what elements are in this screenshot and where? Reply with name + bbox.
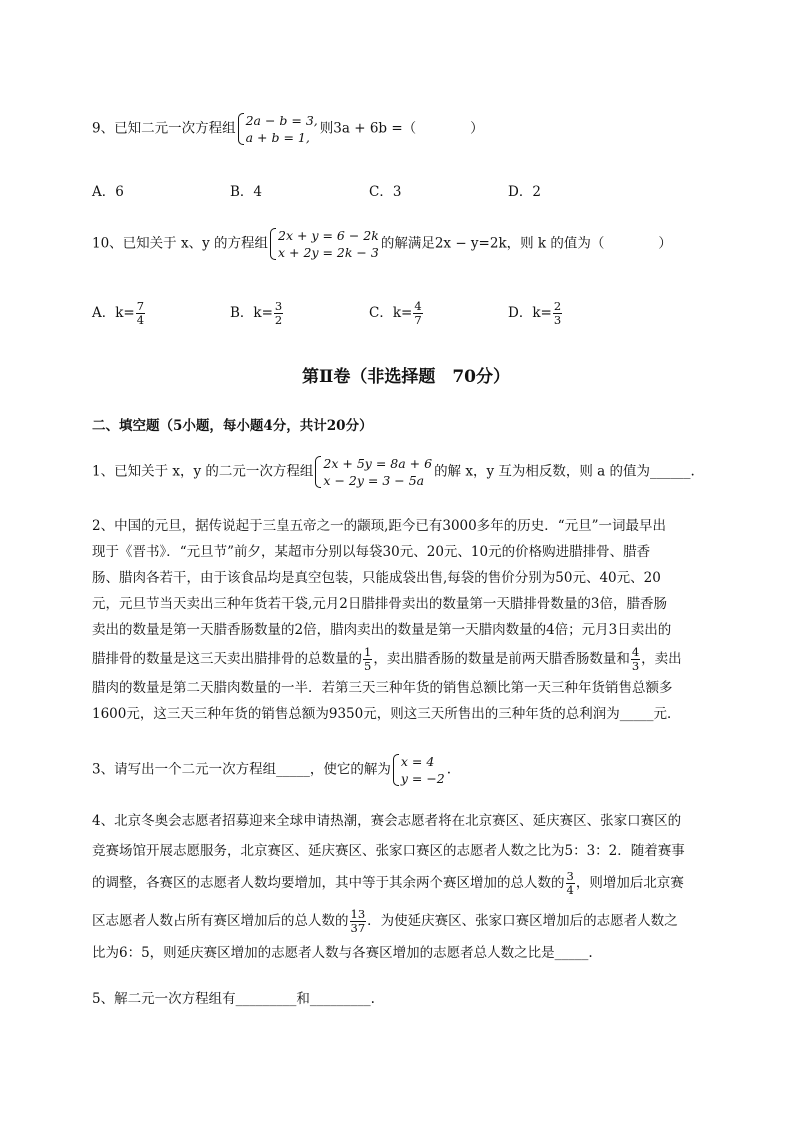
fraction-numerator: 7 <box>136 299 145 313</box>
question-9 <box>92 112 484 146</box>
q10-option-c[interactable] <box>369 300 424 327</box>
f2-line-6-part-a: 腊排骨的数量是这三天卖出腊排骨的总数量的 <box>92 651 362 667</box>
fill-question-3 <box>92 753 451 787</box>
q9-eq2: a + b = 1, <box>245 130 310 145</box>
q10-option-d-fraction <box>553 300 562 327</box>
fraction-numerator: 4 <box>414 299 422 313</box>
f2-line-7: 腊肉的数量是第二天腊肉数量的一半．若第三天三种年货的销售总额比第一天三种年货销售总额多 <box>92 680 673 696</box>
fraction-denominator: 2 <box>274 313 283 327</box>
f1-eq1: 2x + 5y = 8a + 6 <box>323 456 433 471</box>
q9-system <box>238 112 318 146</box>
fraction-denominator: 3 <box>553 313 562 327</box>
q10-eq2: x + 2y = 2k − 3 <box>278 245 379 260</box>
q10-option-b[interactable] <box>230 300 284 327</box>
f2-line-4: 元，元旦节当天卖出三种年货若干袋,元月2日腊排骨卖出的数量第一天腊排骨数量的3倍，腊香肠 <box>92 596 667 612</box>
q10-option-b-fraction <box>274 300 283 327</box>
f2-line-2: 现于《晋书》．“元旦节”前夕，某超市分别以每袋30元、20元、10元的价格购进腊排骨、腊香 <box>92 544 651 560</box>
fraction-denominator: 7 <box>414 313 422 327</box>
q10-prefix: 10、已知关于 x、y 的方程组 <box>92 235 269 252</box>
f4-line-3-part-b: ，则增加后北京赛 <box>575 875 684 891</box>
f2-line-8: 1600元，这三天三种年货的销售总额为9350元，则这三天所售出的三种年货的总利润为_____元． <box>92 706 681 722</box>
f2-line-6 <box>92 643 682 675</box>
f3-suffix: . <box>446 761 452 778</box>
q9-suffix: 则3a + 6b =（ ） <box>319 120 484 137</box>
q10-option-b-label: B．k= <box>230 305 273 321</box>
q10-option-c-label: C．k= <box>369 305 413 321</box>
f4-line-4-part-b: ．为使延庆赛区、张家口赛区增加后的志愿者人数之 <box>367 913 678 929</box>
fill-question-4 <box>92 808 685 966</box>
fill-question-5: 5、解二元一次方程组有_________和_________. <box>92 991 375 1007</box>
f2-fraction-1 <box>363 646 372 673</box>
f4-fraction-2 <box>350 908 367 935</box>
f4-line-4-part-a: 区志愿者人数占所有赛区增加后的总人数的 <box>92 913 349 929</box>
fraction-denominator: 4 <box>136 313 145 327</box>
f1-system <box>315 455 432 489</box>
part-title: 第Ⅱ卷（非选择题 70分） <box>302 367 510 387</box>
f2-line-1: 2、中国的元旦，据传说起于三皇五帝之一的颛顼,距今已有3000多年的历史．“元旦”一词最早出 <box>92 518 667 534</box>
q10-option-a[interactable] <box>92 300 146 327</box>
section-title: 二、填空题（5小题，每小题4分，共计20分） <box>92 418 373 434</box>
q9-option-a[interactable]: A．6 <box>92 184 124 200</box>
f4-line-3 <box>92 866 685 900</box>
fraction-denominator: 5 <box>364 659 372 673</box>
question-10 <box>92 227 672 261</box>
f4-line-5: 比为6：5，则延庆赛区增加的志愿者人数与各赛区增加的志愿者总人数之比是_____. <box>92 945 593 961</box>
q10-option-a-fraction <box>136 300 145 327</box>
q9-option-b[interactable]: B．4 <box>230 184 263 200</box>
f2-fraction-2 <box>631 646 640 673</box>
q9-option-d[interactable]: D．2 <box>508 184 541 200</box>
q10-system <box>270 227 379 261</box>
fraction-numerator: 13 <box>350 907 366 921</box>
f3-eq2: y = −2 <box>400 771 445 786</box>
q10-suffix: 的解满足2x − y=2k，则 k 的值为（ ） <box>380 235 672 252</box>
q10-option-d-label: D．k= <box>508 305 552 321</box>
fraction-denominator: 4 <box>566 883 574 897</box>
q9-eq1: 2a − b = 3, <box>245 113 318 128</box>
fraction-numerator: 3 <box>274 299 283 313</box>
f4-line-4 <box>92 904 685 938</box>
fraction-numerator: 3 <box>566 869 574 883</box>
f3-eq1: x = 4 <box>400 754 435 769</box>
q10-option-c-fraction <box>413 300 422 327</box>
f4-line-2: 竞赛场馆开展志愿服务，北京赛区、延庆赛区、张家口赛区的志愿者人数之比为5：3：2．随着赛事 <box>92 843 685 859</box>
q10-eq1: 2x + y = 6 − 2k <box>278 228 379 243</box>
fraction-numerator: 1 <box>364 645 372 659</box>
fill-question-1 <box>92 455 695 489</box>
q9-option-c[interactable]: C．3 <box>369 184 402 200</box>
f3-prefix: 3、请写出一个二元一次方程组_____，使它的解为 <box>92 761 391 778</box>
q9-prefix: 9、已知二元一次方程组 <box>92 120 236 137</box>
f3-system <box>393 753 445 787</box>
fill-question-2 <box>92 513 682 727</box>
f2-line-3: 肠、腊肉各若干，由于该食品均是真空包装，只能成袋出售,每袋的售价分别为50元、40元、20 <box>92 570 661 586</box>
f1-suffix: 的解 x，y 互为相反数，则 a 的值为______. <box>434 463 695 480</box>
fraction-numerator: 2 <box>553 299 562 313</box>
f4-fraction-1 <box>566 870 575 897</box>
fraction-numerator: 4 <box>631 645 640 659</box>
f4-line-1: 4、北京冬奥会志愿者招募迎来全球申请热潮，赛会志愿者将在北京赛区、延庆赛区、张家口赛区的 <box>92 813 682 829</box>
f1-eq2: x − 2y = 3 − 5a <box>323 473 425 488</box>
f4-line-3-part-a: 的调整，各赛区的志愿者人数均要增加，其中等于其余两个赛区增加的总人数的 <box>92 875 565 891</box>
q10-option-a-label: A．k= <box>92 305 135 321</box>
f2-line-5: 卖出的数量是第一天腊香肠数量的2倍，腊肉卖出的数量是第一天腊肉数量的4倍；元月3日卖出的 <box>92 622 672 638</box>
fraction-denominator: 37 <box>350 921 366 935</box>
f2-line-6-part-c: ，卖出 <box>641 651 682 667</box>
f2-line-6-part-b: ，卖出腊香肠的数量是前两天腊香肠数量和 <box>373 651 630 667</box>
fraction-denominator: 3 <box>631 659 640 673</box>
q10-option-d[interactable] <box>508 300 563 327</box>
f1-prefix: 1、已知关于 x，y 的二元一次方程组 <box>92 463 314 480</box>
